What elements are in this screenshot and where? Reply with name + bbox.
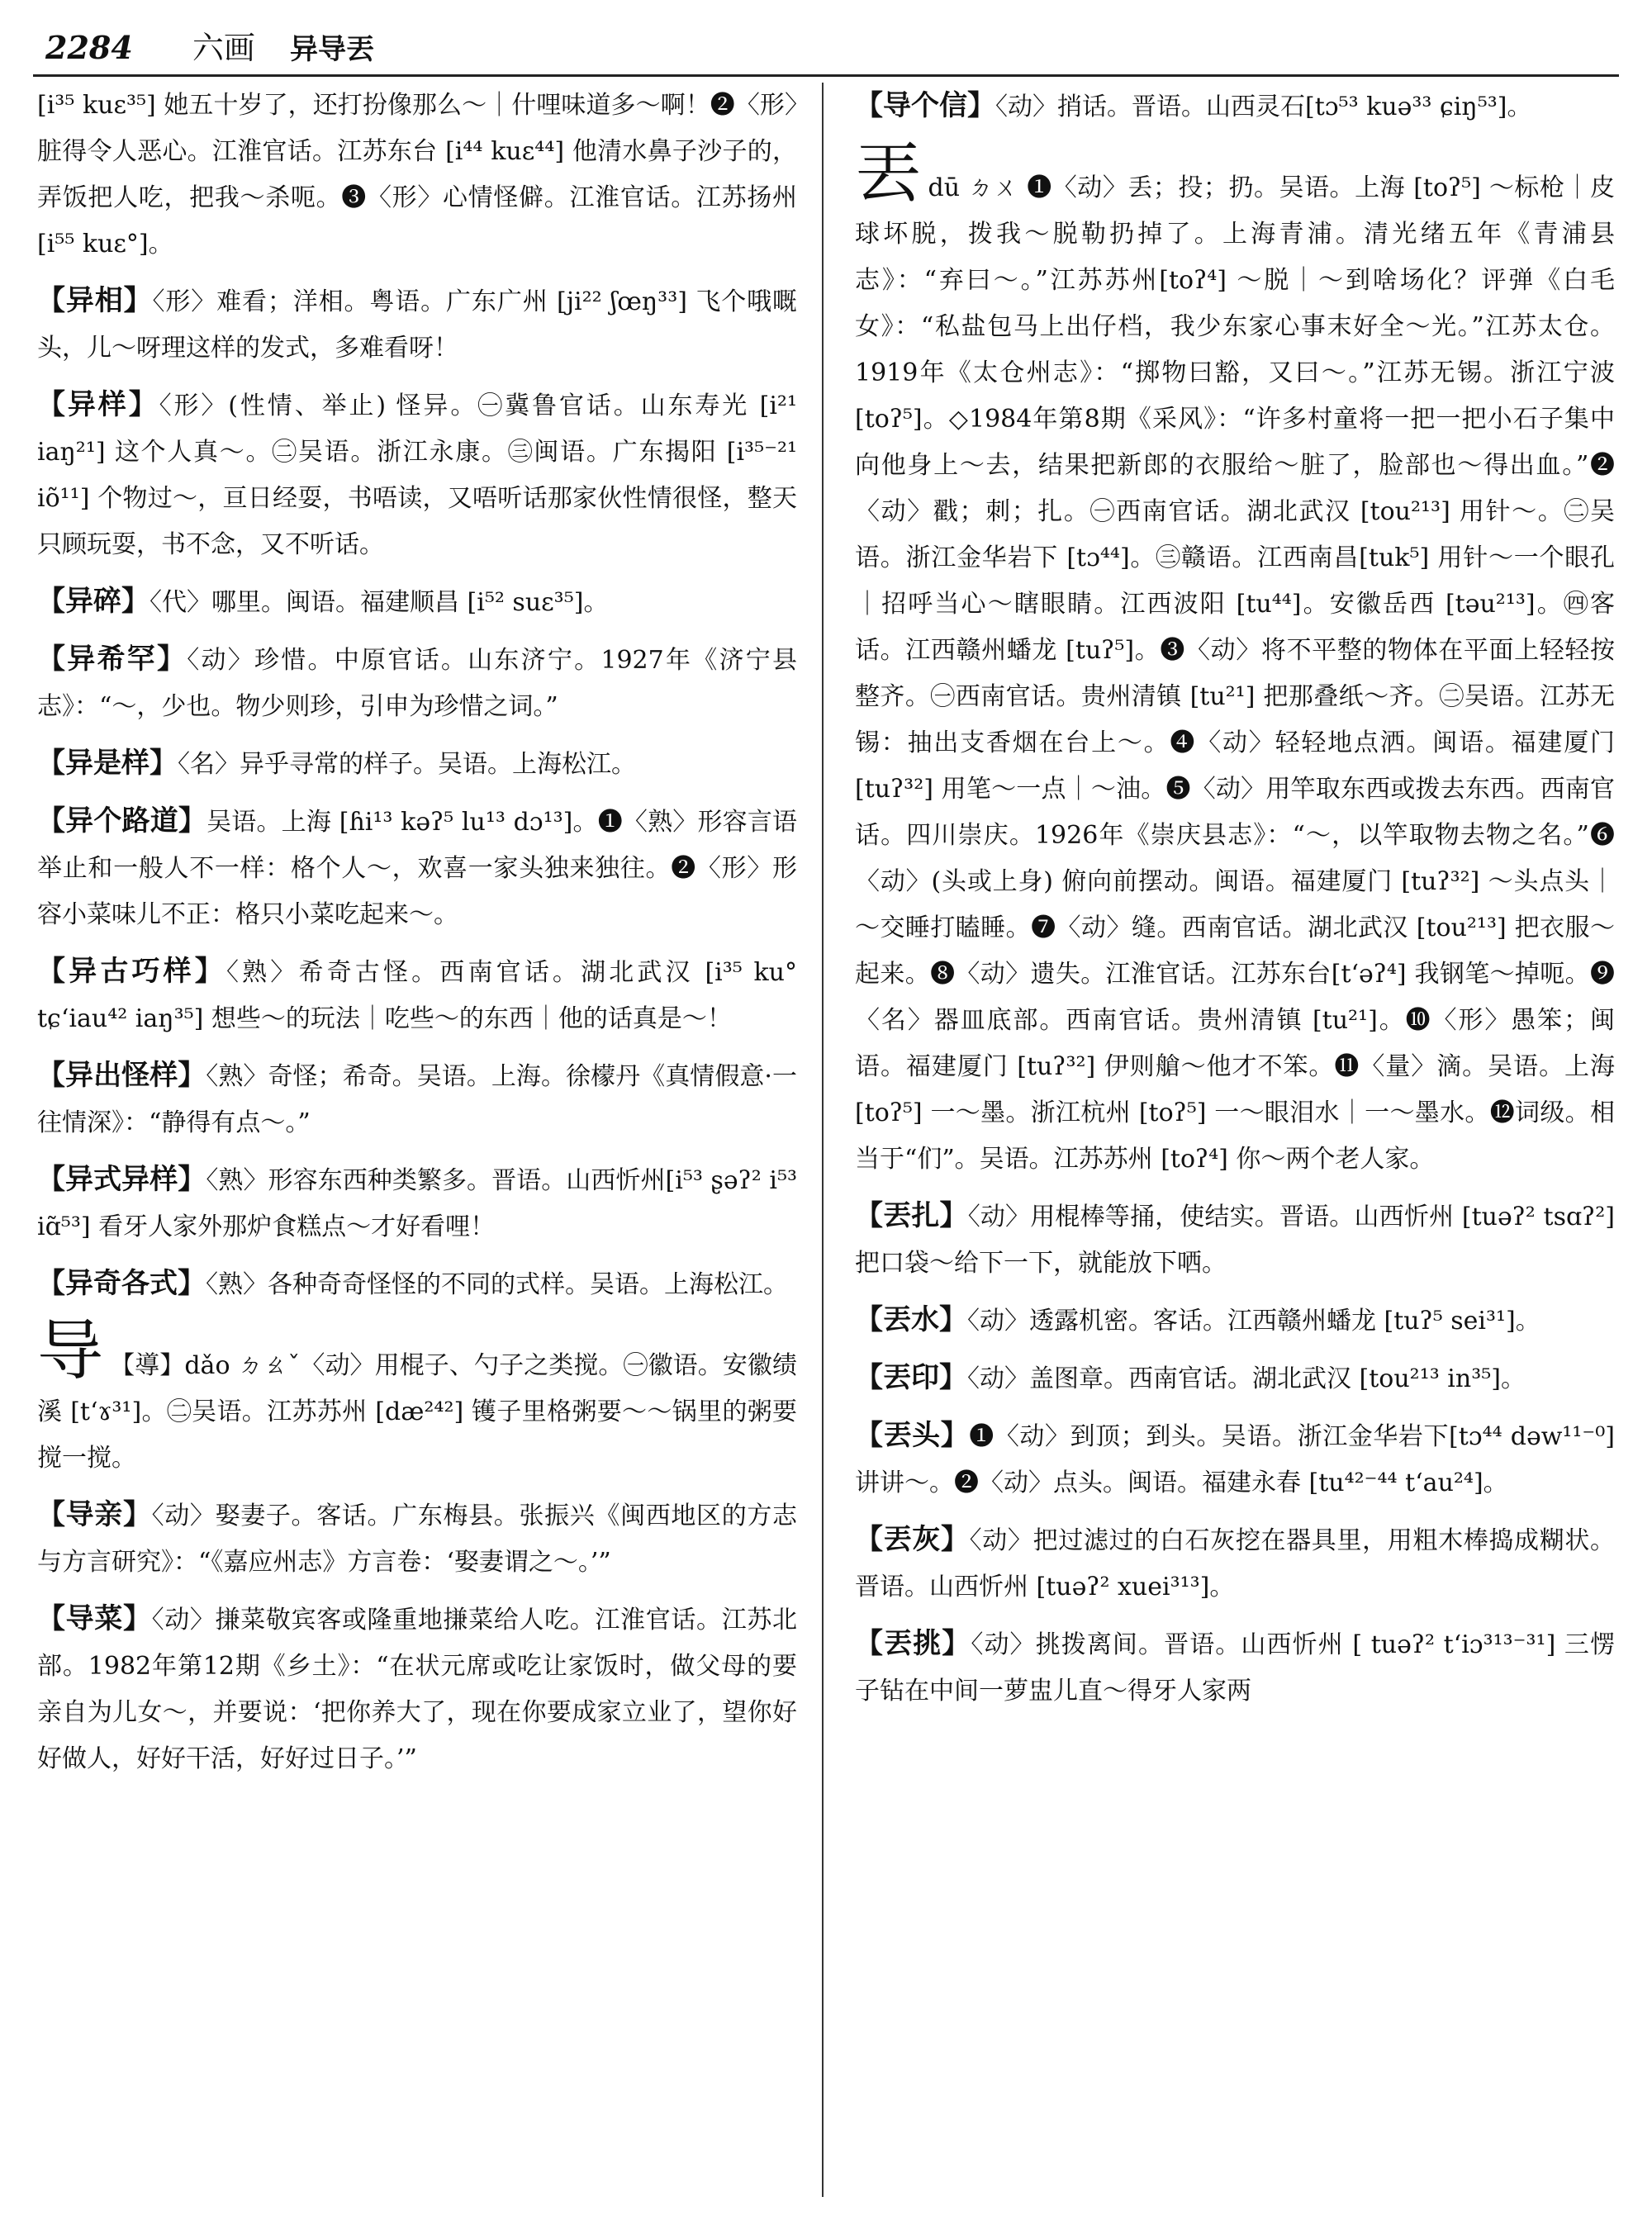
header-rule xyxy=(33,74,1619,77)
right-column xyxy=(855,83,1615,1725)
dictionary-entry xyxy=(37,382,797,568)
entry-definition: 〈动〉珍惜。中原官话。山东济宁。1927年《济宁县志》：“～，少也。物少则珍，引申为珍惜之词。” xyxy=(37,646,797,721)
entry-definition: 吴语。上海 [ɦi¹³ kəʔ⁵ lu¹³ dɔ¹³]。❶〈熟〉形容言语举止和一般人不一样：格个人～，欢喜一家头独来独往。❷〈形〉形容小菜味儿不正：格只小菜吃起来～。 xyxy=(37,808,798,929)
entry-headword: 【异是样】 xyxy=(37,747,178,780)
entry-definition: 〈熟〉希奇古怪。西南官话。湖北武汉 [i³⁵ ku° tɕʻiau⁴² iaŋ³⁵] 想些～的玩法｜吃些～的东西｜他的话真是～！ xyxy=(37,958,797,1033)
dictionary-entry xyxy=(37,1492,797,1586)
dictionary-entry xyxy=(855,1297,1615,1345)
entry-definition: 〈动〉捎话。晋语。山西灵石[tɔ⁵³ kuə³³ ɕiŋ⁵³]。 xyxy=(995,93,1532,121)
dictionary-entry xyxy=(37,1260,797,1308)
entry-definition: 〈动〉透露机密。客话。江西赣州蟠龙 [tuʔ⁵ sei³¹]。 xyxy=(967,1307,1540,1336)
entry-definition: 〈形〉难看；洋相。粤语。广东广州 [ji²² ʃœŋ³³] 飞个哦嘅头，儿～呀理这样的发式，多难看呀！ xyxy=(37,287,797,363)
dictionary-entry xyxy=(37,1596,797,1782)
dictionary-entry xyxy=(37,740,797,788)
dictionary-entry xyxy=(37,1156,797,1250)
page-number: 2284 xyxy=(45,29,133,66)
entry-headword: 【异式异样】 xyxy=(37,1163,206,1196)
entry-headword: 【异样】 xyxy=(37,388,159,421)
section-label: 六画 xyxy=(192,30,255,66)
entry-definition: dū ㄉㄨ ❶〈动〉丢；投；扔。吴语。上海 [toʔ⁵] ～标枪｜皮球坏脱，拨我～脱勒扔掉了。上海青浦。清光绪五年《青浦县志》：“弃曰～。”江苏苏州[toʔ⁴] ～脱｜～到啥场化？评弹《白毛女》：“私盐包马上出仔档，我少东家心事末好全～光。”江苏太仓。1919年《太仓州志》：“掷物曰豁，又曰～。”江苏无锡。浙江宁波 [toʔ⁵]。◇1984年第8期《采风》：“许多村童将一把一把小石子集中向他身上～去，结果把新郎的衣服给～脏了，脸部也～得出血。”❷〈动〉戳；刺；扎。㊀西南官话。湖北武汉 [tou²¹³] 用针～。㊁吴语。浙江金华岩下 [tɔ⁴⁴]。㊂赣语。江西南昌[tuk⁵] 用针～一个眼孔｜招呼当心～瞎眼睛。江西波阳 [tu⁴⁴]。安徽岳西 [təu²¹³]。㊃客话。江西赣州蟠龙 [tuʔ⁵]。❸〈动〉将不平整的物体在平面上轻轻按整齐。㊀西南官话。贵州清镇 [tu²¹] 把那叠纸～齐。㊁吴语。江苏无锡：抽出支香烟在台上～。❹〈动〉轻轻地点洒。闽语。福建厦门 [tuʔ³²] 用笔～一点｜～油。❺〈动〉用竿取东西或拨去东西。西南官话。四川崇庆。1926年《崇庆县志》：“～，以竿取物去物之名。”❻〈动〉(头或上身) 俯向前摆动。闽语。福建厦门 [tuʔ³²] ～头点头｜～交睡打瞌睡。❼〈动〉缝。西南官话。湖北武汉 [tou²¹³] 把衣服～起来。❽〈动〉遗失。江淮官话。江苏东台[tʻəʔ⁴] 我钢笔～掉呃。❾〈名〉器皿底部。西南官话。贵州清镇 [tu²¹]。❿〈形〉愚笨；闽语。福建厦门 [tuʔ³²] 伊则艙～他才不笨。⓫〈量〉滴。吴语。上海 [toʔ⁵] 一～墨。浙江杭州 [toʔ⁵] 一～眼泪水｜一～墨水。⓬词级。相当于“们”。吴语。江苏苏州 [toʔ⁴] 你～两个老人家。 xyxy=(855,173,1615,1174)
entry-headword: 【异个路道】 xyxy=(37,804,207,837)
entry-headword: 【异希罕】 xyxy=(37,643,188,676)
dictionary-entry xyxy=(37,83,797,268)
dictionary-entry xyxy=(855,1355,1615,1402)
dictionary-entry xyxy=(37,1052,797,1146)
entry-definition: 〈动〉挑拨离间。晋语。山西忻州 [ tuəʔ² tʻiɔ³¹³⁻³¹] 三愣子钻在中间一萝盅儿直～得牙人家两 xyxy=(855,1630,1615,1706)
entry-headword: 【导个信】 xyxy=(855,89,995,122)
dictionary-entry xyxy=(37,278,797,372)
dictionary-entry xyxy=(37,1312,798,1482)
entry-headword: 【异出怪样】 xyxy=(37,1059,206,1092)
entry-headword: 【异相】 xyxy=(37,284,153,317)
dictionary-entry xyxy=(855,1516,1615,1611)
entry-definition: 〈名〉异乎寻常的样子。吴语。上海松江。 xyxy=(178,750,636,779)
entry-definition: 〈熟〉奇怪；希奇。吴语。上海。徐檬丹《真情假意·一往情深》：“静得有点～。” xyxy=(37,1062,797,1137)
entry-definition: 〈动〉用棍棒等捅，使结实。晋语。山西忻州 [tuəʔ² tsɑʔ²]把口袋～给下一下，就能放下哂。 xyxy=(855,1203,1615,1278)
entry-headword: 【导亲】 xyxy=(37,1498,152,1531)
entry-definition: 〈熟〉形容东西种类繁多。晋语。山西忻州[i⁵³ ʂəʔ² i⁵³ iɑ̃⁵³] 看牙人家外那炉食糕点～才好看哩！ xyxy=(37,1166,797,1241)
dictionary-entry xyxy=(855,1193,1615,1287)
dictionary-entry xyxy=(855,83,1615,130)
entry-definition: [i³⁵ kuɛ³⁵] 她五十岁了，还打扮像那么～｜什哩味道多～啊！❷〈形〉脏得令人恶心。江淮官话。江苏东台 [i⁴⁴ kuɛ⁴⁴] 他清水鼻子沙子的，弄饭把人吃，把我～杀呃。❸〈形〉心情怪僻。江淮官话。江苏扬州[i⁵⁵ kuɛ°]。 xyxy=(37,91,797,259)
running-headwords: 异导丟 xyxy=(289,33,374,66)
page-header xyxy=(45,23,1615,73)
entry-definition: 【導】dǎo ㄉㄠˇ〈动〉用棍子、勺子之类搅。㊀徽语。安徽绩溪 [tʻɤ³¹]。㊁吴语。江苏苏州 [dæ²⁴²] 镬子里格粥要～～锅里的粥要搅一搅。 xyxy=(37,1351,798,1473)
left-column xyxy=(37,83,797,1792)
entry-headword: 【丟灰】 xyxy=(855,1523,970,1556)
entry-definition: 〈动〉娶妻子。客话。广东梅县。张振兴《闽西地区的方志与方言研究》：“《嘉应州志》方言卷：‘娶妻谓之～。’” xyxy=(37,1502,798,1577)
entry-headword: 【丟扎】 xyxy=(855,1199,968,1232)
entry-headword: 【丟挑】 xyxy=(855,1627,971,1660)
dictionary-entry xyxy=(855,1412,1615,1506)
entry-definition: 〈熟〉各种奇奇怪怪的不同的式样。吴语。上海松江。 xyxy=(206,1270,788,1299)
dictionary-entry xyxy=(37,578,797,626)
entry-headword: 【导菜】 xyxy=(37,1602,152,1635)
column-divider xyxy=(822,83,824,2197)
entry-definition: 〈代〉哪里。闽语。福建顺昌 [i⁵² suɛ³⁵]。 xyxy=(150,588,609,617)
entry-definition: 〈动〉把过滤过的白石灰挖在器具里，用粗木棒捣成糊状。晋语。山西忻州 [tuəʔ² xuei³¹³]。 xyxy=(855,1526,1616,1601)
entry-headword: 【丟头】 xyxy=(855,1419,970,1452)
entry-headword: 丟 xyxy=(855,135,922,211)
entry-headword: 【丟水】 xyxy=(855,1303,967,1336)
entry-definition: 〈形〉(性情、举止) 怪异。㊀冀鲁官话。山东寿光 [i²¹ iaŋ²¹] 这个人真～。㊁吴语。浙江永康。㊂闽语。广东揭阳 [i³⁵⁻²¹ iõ¹¹] 个物过～，亘日经耍，书唔读，又唔听话那家伙性情很怪，整天只顾玩耍，书不念，又不听话。 xyxy=(37,391,797,559)
entry-definition: 〈动〉盖图章。西南官话。湖北武汉 [tou²¹³ in³⁵]。 xyxy=(967,1364,1526,1393)
entry-headword: 导 xyxy=(37,1312,104,1389)
entry-definition: 〈动〉搛菜敬宾客或隆重地搛菜给人吃。江淮官话。江苏北部。1982年第12期《乡土》：“在状元席或吃让家饭时，做父母的要亲自为儿女～，并要说：‘把你养大了，现在你要成家立业了，望你好好做人，好好干活，好好过日子。’” xyxy=(37,1606,798,1773)
entry-headword: 【异古巧样】 xyxy=(37,955,226,988)
dictionary-entry xyxy=(855,1620,1615,1715)
dictionary-entry xyxy=(37,948,797,1042)
entry-definition: ❶〈动〉到顶；到头。吴语。浙江金华岩下[tɔ⁴⁴ dəw¹¹⁻⁰] 讲讲～。❷〈动〉点头。闽语。福建永春 [tu⁴²⁻⁴⁴ tʻau²⁴]。 xyxy=(855,1422,1615,1497)
entry-headword: 【异碎】 xyxy=(37,585,150,618)
entry-headword: 【丟印】 xyxy=(855,1361,967,1394)
dictionary-entry xyxy=(37,798,797,938)
entry-headword: 【异奇各式】 xyxy=(37,1267,206,1300)
dictionary-entry xyxy=(37,636,797,730)
dictionary-entry xyxy=(855,135,1615,1183)
